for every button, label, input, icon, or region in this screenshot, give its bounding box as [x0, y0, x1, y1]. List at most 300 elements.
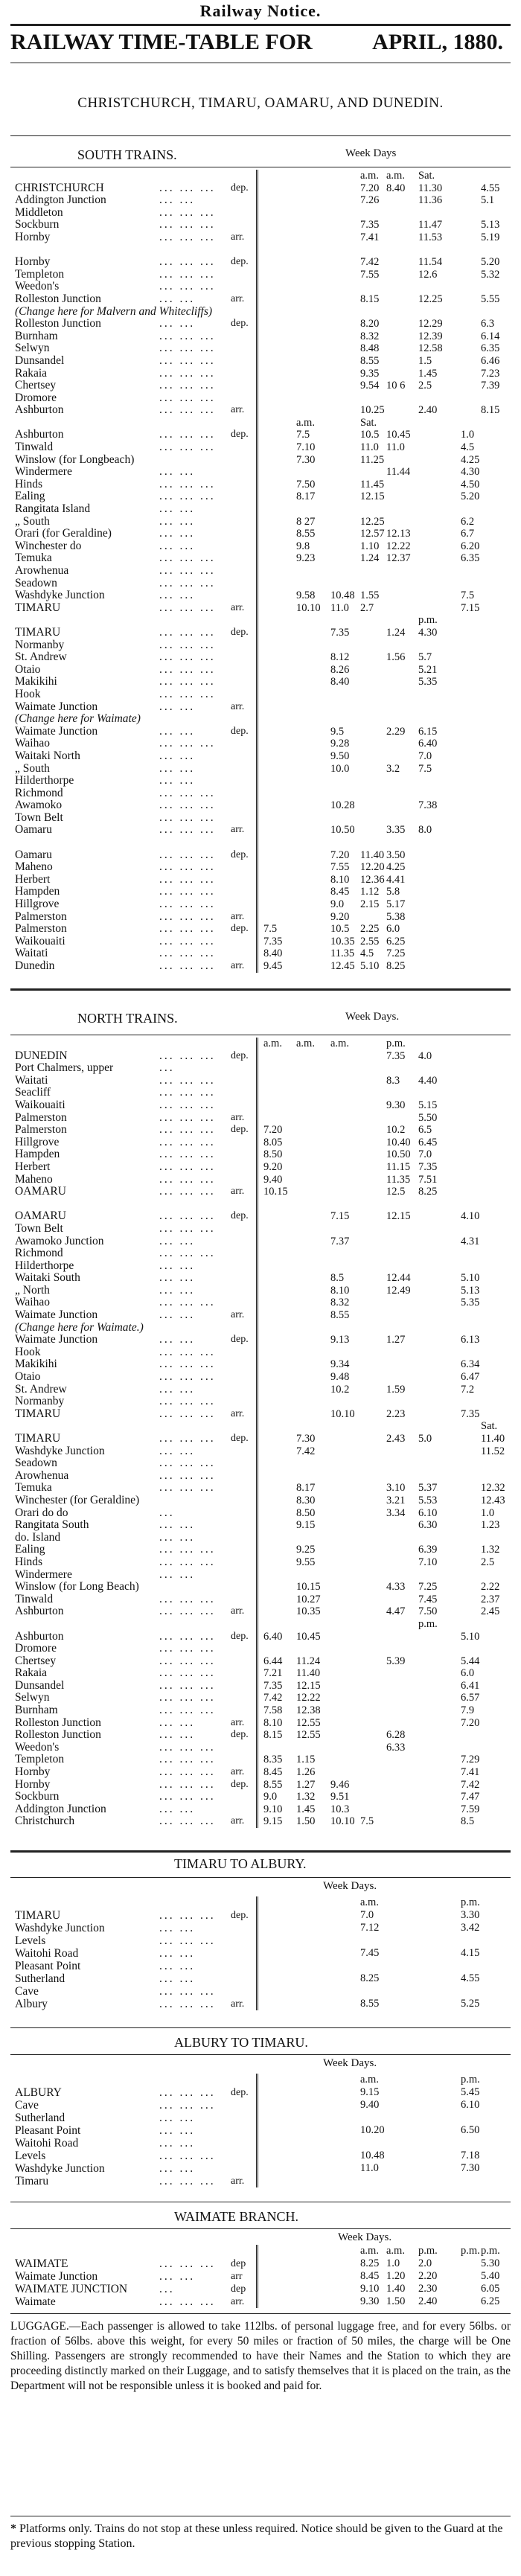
station-name: Rolleston Junction: [15, 292, 101, 305]
time-cell: 9.0: [263, 1791, 278, 1803]
timetable-row: [10, 342, 511, 355]
time-cell: 3.35: [386, 824, 406, 837]
timetable-row: [10, 1532, 511, 1544]
station-name: Ashburton: [15, 1629, 64, 1643]
time-cell: 3.2: [386, 762, 400, 775]
dep-arr-marker: arr.: [231, 1998, 245, 2010]
time-cell: 4.55: [461, 1972, 480, 1984]
leader-dots: ... ... ...: [159, 1185, 216, 1198]
north-trains-title: NORTH TRAINS.: [77, 1011, 178, 1026]
time-cell: 8.5: [461, 1815, 475, 1828]
time-cell: 9.30: [386, 1099, 406, 1111]
time-cell: 9.58: [296, 589, 316, 602]
station-name: Makikihi: [15, 675, 57, 688]
timetable-row: [10, 824, 511, 837]
time-cell: 12.45: [330, 960, 355, 972]
station-name: Town Belt: [15, 811, 63, 824]
leader-dots: ... ... ...: [159, 1247, 216, 1260]
dep-arr-marker: dep.: [231, 1210, 249, 1222]
time-cell: 9.13: [330, 1334, 350, 1346]
station-name: Chertsey: [15, 379, 57, 392]
timetable-row: [10, 256, 511, 269]
timetable-row: [10, 490, 511, 503]
timetable-row: [10, 1210, 511, 1223]
time-cell: 11.36: [418, 194, 443, 207]
leader-dots: ... ...: [159, 1960, 196, 1972]
timetable-row: [10, 1099, 511, 1112]
time-cell: 12.36: [360, 873, 385, 886]
time-cell: 1.0: [386, 2257, 400, 2269]
time-cell: 6.10: [418, 1506, 438, 1519]
timetable-row: [10, 1667, 511, 1680]
station-name: Seadown: [15, 1457, 57, 1470]
time-cell: 8.0: [418, 824, 432, 837]
albury-timaru-table: [10, 2074, 511, 2187]
station-name: Albury: [15, 1998, 48, 2010]
time-cell: 10.25: [360, 404, 385, 417]
leader-dots: ... ... ...: [159, 1148, 216, 1161]
timetable-row: [10, 1544, 511, 1556]
leader-dots: ...: [159, 2283, 175, 2295]
dep-arr-marker: arr.: [231, 824, 245, 836]
timetable-row: [10, 219, 511, 231]
leader-dots: ... ... ...: [159, 552, 216, 565]
station-name: Cave: [15, 2099, 39, 2112]
station-name: Rolleston Junction: [15, 317, 101, 330]
time-cell: p.m.: [418, 2245, 438, 2257]
timetable-row: [10, 1371, 511, 1384]
time-cell: 7.51: [418, 1173, 438, 1186]
leader-dots: ... ... ...: [159, 428, 216, 441]
timetable-row: [10, 454, 511, 467]
station-name: Arowhenua: [15, 1468, 69, 1482]
time-cell: 3.34: [386, 1506, 406, 1519]
time-cell: 1.20: [386, 2270, 406, 2282]
leader-dots: ... ... ...: [159, 1049, 216, 1062]
dep-arr-marker: dep.: [231, 1049, 249, 1061]
station-name: „ North: [15, 1283, 50, 1297]
time-cell: 2.55: [360, 935, 380, 947]
time-cell: 7.25: [418, 1581, 438, 1594]
time-cell: 4.41: [386, 873, 406, 886]
station-name: Washdyke Junction: [15, 589, 105, 602]
title-left: RAILWAY TIME-TABLE FOR: [10, 30, 313, 54]
platform-footnote: [10, 2522, 511, 2551]
time-cell: 4.30: [461, 466, 480, 479]
time-cell: 8.10: [263, 1716, 283, 1729]
time-cell: 6.50: [461, 2124, 480, 2136]
time-cell: 6.28: [386, 1729, 406, 1742]
time-cell: 8.35: [263, 1754, 283, 1766]
time-cell: 6.13: [461, 1334, 480, 1346]
timetable-row: [10, 1062, 511, 1075]
time-cell: 1.10: [360, 540, 380, 552]
station-name: Oamaru: [15, 848, 52, 861]
waimate-branch-rule: [10, 2228, 511, 2229]
time-cell: 1.24: [386, 626, 406, 639]
dep-arr-marker: arr.: [231, 601, 245, 613]
dep-arr-marker: arr.: [231, 1605, 245, 1617]
time-cell: 7.50: [296, 478, 316, 490]
time-cell: 8.55: [330, 1309, 350, 1322]
timetable-row: [10, 2150, 511, 2162]
time-cell: 1.50: [296, 1815, 316, 1828]
leader-dots: ... ... ...: [159, 934, 216, 947]
station-name: Waihao: [15, 1296, 50, 1309]
timetable-row: [10, 552, 511, 565]
time-cell: 11.54: [418, 256, 443, 269]
dep-arr-marker: dep: [231, 2283, 246, 2295]
time-cell: 2.5: [481, 1556, 495, 1568]
leader-dots: ... ... ...: [159, 1086, 216, 1099]
dep-arr-marker: dep.: [231, 1910, 249, 1921]
leader-dots: ... ... ...: [159, 564, 216, 577]
time-cell: 8.20: [360, 318, 380, 330]
time-cell: 6.30: [418, 1519, 438, 1532]
leader-dots: ... ...: [159, 317, 196, 330]
leader-dots: ... ...: [159, 2162, 196, 2175]
leader-dots: ... ... ...: [159, 255, 216, 269]
time-cell: 5.10: [461, 1630, 480, 1643]
station-name: Washdyke Junction: [15, 2162, 105, 2175]
time-cell: 7.25: [386, 947, 406, 960]
time-cell: 8.5: [330, 1272, 345, 1285]
time-cell: 9.45: [263, 960, 283, 972]
time-cell: 8.17: [296, 490, 316, 503]
time-cell: 11.15: [386, 1160, 411, 1173]
time-cell: 1.15: [296, 1754, 316, 1766]
leader-dots: ... ...: [159, 1382, 196, 1396]
timetable-row: [10, 614, 511, 627]
station-name: Waimate Junction: [15, 1333, 98, 1346]
timetable-row: [10, 2257, 511, 2270]
station-name: Hornby: [15, 1777, 51, 1791]
station-name: Pleasant Point: [15, 2124, 81, 2137]
time-cell: 5.21: [418, 663, 438, 676]
station-name: Awamoko: [15, 799, 63, 812]
time-cell: 5.30: [481, 2257, 500, 2269]
station-name: Waikouaiti: [15, 934, 65, 947]
timetable-row: [10, 1236, 511, 1248]
time-cell: 8.25: [360, 1972, 380, 1984]
station-name: „ South: [15, 514, 50, 528]
time-cell: 10.27: [296, 1593, 321, 1605]
time-cell: 5.20: [461, 490, 480, 503]
station-name: Normanby: [15, 1395, 65, 1408]
time-cell: 8 27: [296, 515, 316, 528]
albury-timaru-top-rule: [10, 2027, 511, 2028]
station-name: Waimate Junction: [15, 724, 98, 738]
leader-dots: ... ...: [159, 527, 196, 540]
time-cell: 12.55: [296, 1729, 321, 1742]
leader-dots: ... ... ...: [159, 1815, 216, 1828]
time-cell: 11.35: [330, 947, 355, 960]
time-cell: 12.15: [386, 1210, 411, 1223]
time-cell: 2.40: [418, 2295, 438, 2307]
time-cell: 2.23: [386, 1407, 406, 1420]
station-name: „ South: [15, 761, 50, 775]
leader-dots: ... ... ...: [159, 1654, 216, 1667]
time-cell: 6.33: [386, 1741, 406, 1754]
time-cell: 9.30: [360, 2295, 380, 2307]
time-cell: 7.0: [418, 750, 432, 762]
time-cell: 8.55: [360, 1998, 380, 2010]
time-cell: 4.47: [386, 1605, 406, 1618]
time-cell: 9.50: [330, 750, 350, 762]
time-cell: 12.37: [386, 552, 411, 565]
time-cell: 9.8: [296, 540, 310, 552]
time-cell: 7.42: [263, 1692, 283, 1704]
leader-dots: ... ... ...: [159, 391, 216, 404]
leader-dots: ... ... ...: [159, 811, 216, 824]
albury-timaru-week-days: Week Days.: [323, 2057, 377, 2069]
timetable-row: [10, 849, 511, 862]
leader-dots: ... ... ...: [159, 848, 216, 861]
north-end-rule: [10, 1850, 511, 1853]
station-name: Chertsey: [15, 1654, 57, 1667]
time-cell: 12.13: [386, 528, 411, 540]
south-week-days: Week Days: [345, 147, 397, 159]
time-cell: 10.45: [386, 429, 411, 441]
time-cell: 10.50: [330, 824, 355, 837]
time-cell: 1.27: [296, 1778, 316, 1791]
time-cell: 4.10: [461, 1210, 480, 1223]
timetable-row: [10, 1445, 511, 1458]
time-cell: 9.15: [263, 1815, 283, 1828]
column-rule: [256, 1038, 257, 1828]
time-cell: 1.55: [360, 589, 380, 602]
albury-timaru-rule: [10, 2054, 511, 2055]
station-name: Selwyn: [15, 1691, 50, 1704]
time-cell: 3.30: [461, 1909, 480, 1921]
time-cell: p.m.: [481, 2245, 500, 2257]
time-cell: 9.34: [330, 1358, 350, 1371]
leader-dots: ... ...: [159, 1308, 196, 1322]
time-cell: 1.56: [386, 651, 406, 664]
time-cell: 10.15: [263, 1186, 288, 1198]
time-cell: 9.20: [263, 1160, 283, 1173]
leader-dots: ... ...: [159, 774, 196, 787]
leader-dots: ... ...: [159, 1444, 196, 1457]
time-cell: 1.45: [418, 367, 438, 380]
station-name: Waitohi Road: [15, 1947, 79, 1960]
dep-arr-marker: dep.: [231, 848, 249, 860]
station-name: Herbert: [15, 1160, 51, 1173]
timetable-row: [10, 1087, 511, 1099]
time-cell: 3.10: [386, 1482, 406, 1495]
leader-dots: ... ... ...: [159, 2150, 216, 2162]
time-cell: 4.5: [360, 947, 374, 960]
time-cell: 12.29: [418, 318, 443, 330]
time-cell: 8.25: [386, 960, 406, 972]
leader-dots: ... ...: [159, 761, 196, 775]
leader-dots: ... ...: [159, 514, 196, 528]
station-name: Ashburton: [15, 428, 64, 441]
time-cell: a.m.: [296, 1038, 315, 1049]
leader-dots: ... ... ...: [159, 2257, 216, 2270]
station-name: OAMARU: [15, 1185, 66, 1198]
luggage-notice: LUGGAGE.—Each passenger is allowed to take 112lbs. of personal luggage free, and for every 56lbs. or fraction of 56lbs. above this weight, for every 50 miles or fraction of 50 miles, the charge will be One Shilling. Passengers are strongly recommended to have their Names and the Station to which they are proceeding distinctly marked on their Luggage, and to satisfy themselves that it is placed on the train, as the Department will not be responsible unless it is booked and paid for.: [10, 2320, 511, 2392]
station-name: Weedon's: [15, 280, 60, 293]
leader-dots: ... ... ...: [159, 898, 216, 911]
leader-dots: ... ...: [159, 1271, 196, 1285]
time-cell: 7.39: [481, 380, 500, 392]
time-cell: 5.25: [461, 1998, 480, 2010]
leader-dots: ... ... ...: [159, 1934, 216, 1947]
leader-dots: ... ... ...: [159, 441, 216, 454]
leader-dots: ... ... ...: [159, 329, 216, 342]
leader-dots: ... ... ...: [159, 1123, 216, 1137]
timetable-row: [10, 1358, 511, 1371]
waimate-branch-table: [10, 2245, 511, 2308]
leader-dots: ... ... ...: [159, 1704, 216, 1717]
station-name: Ashburton: [15, 1605, 64, 1618]
time-cell: 12.49: [386, 1284, 411, 1297]
waimate-week-days: Week Days.: [338, 2231, 392, 2243]
timetable-row: [10, 1618, 511, 1631]
time-cell: 1.59: [386, 1383, 406, 1396]
station-name: Weedon's: [15, 1740, 60, 1754]
timetable-row: [10, 602, 511, 615]
time-cell: 4.30: [418, 626, 438, 639]
time-cell: 7.20: [360, 182, 380, 194]
timetable-row: [10, 1998, 511, 2010]
time-cell: 11.40: [296, 1667, 321, 1680]
station-name: Waitaki North: [15, 749, 80, 762]
station-name: Palmerston: [15, 1110, 67, 1124]
station-name: Rolleston Junction: [15, 1728, 101, 1742]
time-cell: 7.9: [461, 1704, 475, 1717]
time-cell: 8.48: [360, 342, 380, 355]
time-cell: 12.6: [418, 268, 438, 281]
time-cell: 8.25: [418, 1186, 438, 1198]
station-name: Rakaia: [15, 366, 48, 380]
timetable-row: [10, 2162, 511, 2175]
station-name: St. Andrew: [15, 1382, 67, 1396]
leader-dots: ... ... ...: [159, 1395, 216, 1408]
time-cell: a.m.: [263, 1038, 282, 1049]
time-cell: 4.40: [418, 1074, 438, 1087]
timetable-row: [10, 516, 511, 528]
time-cell: 5.15: [418, 1099, 438, 1111]
timetable-row: [10, 1050, 511, 1063]
leader-dots: ... ... ...: [159, 280, 216, 293]
leader-dots: ... ... ...: [159, 1605, 216, 1618]
time-cell: 7.42: [296, 1445, 316, 1457]
station-name: TIMARU: [15, 1407, 61, 1420]
time-cell: 5.0: [418, 1433, 432, 1445]
station-name: Timaru: [15, 2175, 49, 2187]
time-cell: 8.45: [360, 2270, 380, 2282]
timetable-row: [10, 2283, 511, 2295]
time-cell: 9.23: [296, 552, 316, 565]
leader-dots: ... ... ...: [159, 1740, 216, 1754]
title-date: APRIL, 1880.: [372, 30, 503, 54]
time-cell: 7.55: [360, 268, 380, 281]
station-name: Awamoko Junction: [15, 1234, 104, 1247]
time-cell: 7.35: [461, 1407, 480, 1420]
timetable-row: [10, 429, 511, 441]
dep-arr-marker: dep.: [231, 2087, 249, 2098]
leader-dots: ... ...: [159, 2112, 196, 2124]
leader-dots: ... ... ...: [159, 799, 216, 812]
time-cell: Sat.: [360, 416, 377, 429]
timetable-row: [10, 1815, 511, 1828]
dep-arr-marker: arr.: [231, 1111, 245, 1123]
time-cell: 5.35: [418, 676, 438, 688]
station-name: Makikihi: [15, 1358, 57, 1371]
leader-dots: ... ... ...: [159, 490, 216, 503]
time-cell: 7.18: [461, 2150, 480, 2161]
time-cell: 8.3: [386, 1074, 400, 1087]
leader-dots: ... ... ...: [159, 959, 216, 972]
station-name: Waitati: [15, 947, 48, 960]
time-cell: 6.2: [461, 515, 475, 528]
timetable-row: [10, 1909, 511, 1922]
station-name: Winchester do: [15, 539, 82, 552]
timetable-row: [10, 1334, 511, 1346]
timetable-row: [10, 1556, 511, 1569]
time-cell: 7.2: [461, 1383, 475, 1396]
station-name: Levels: [15, 2150, 46, 2162]
timetable-row: [10, 1754, 511, 1766]
timetable-row: [10, 1285, 511, 1297]
luggage-rule: [10, 2313, 511, 2314]
time-cell: 10.10: [330, 1815, 355, 1828]
station-name: Selwyn: [15, 342, 50, 355]
station-name: (Change here for Waimate): [15, 712, 141, 726]
leader-dots: ... ... ...: [159, 662, 216, 676]
time-cell: a.m.: [360, 2074, 379, 2086]
leader-dots: ... ...: [159, 1567, 196, 1581]
timetable-row: [10, 1297, 511, 1309]
station-name: Rolleston Junction: [15, 1716, 101, 1729]
station-name: Oamaru: [15, 823, 52, 837]
station-name: St. Andrew: [15, 651, 67, 664]
timetable-row: [10, 207, 511, 220]
time-cell: 7.5: [296, 429, 310, 441]
timetable-row: [10, 1161, 511, 1174]
dep-arr-marker: arr.: [231, 1186, 245, 1198]
timetable-row: [10, 1223, 511, 1236]
station-name: Hillgrove: [15, 1135, 60, 1148]
time-cell: 2.37: [481, 1593, 500, 1605]
time-cell: 6.44: [263, 1655, 283, 1667]
station-name: (Change here for Waimate.): [15, 1320, 144, 1334]
time-cell: 7.35: [360, 219, 380, 231]
station-name: Temuka: [15, 552, 52, 565]
time-cell: 8.25: [360, 2257, 380, 2269]
time-cell: 11.45: [360, 478, 385, 490]
leader-dots: ... ... ...: [159, 230, 216, 243]
time-cell: 8.15: [263, 1729, 283, 1742]
leader-dots: ... ... ...: [159, 860, 216, 874]
leader-dots: ... ... ...: [159, 1543, 216, 1556]
timetable-row: [10, 898, 511, 911]
time-cell: 7.59: [461, 1803, 480, 1815]
time-cell: 11.0: [360, 2162, 379, 2174]
leader-dots: ... ... ...: [159, 1691, 216, 1704]
time-cell: 10.20: [360, 2124, 385, 2136]
time-cell: 4.0: [418, 1049, 432, 1062]
time-cell: 6.0: [461, 1667, 475, 1680]
station-name: OAMARU: [15, 1209, 66, 1223]
station-name: Waitati: [15, 1073, 48, 1087]
dep-arr-marker: arr: [231, 2271, 243, 2282]
time-cell: 7.50: [418, 1605, 438, 1618]
timetable-row: [10, 701, 511, 714]
timetable-row: [10, 1272, 511, 1285]
